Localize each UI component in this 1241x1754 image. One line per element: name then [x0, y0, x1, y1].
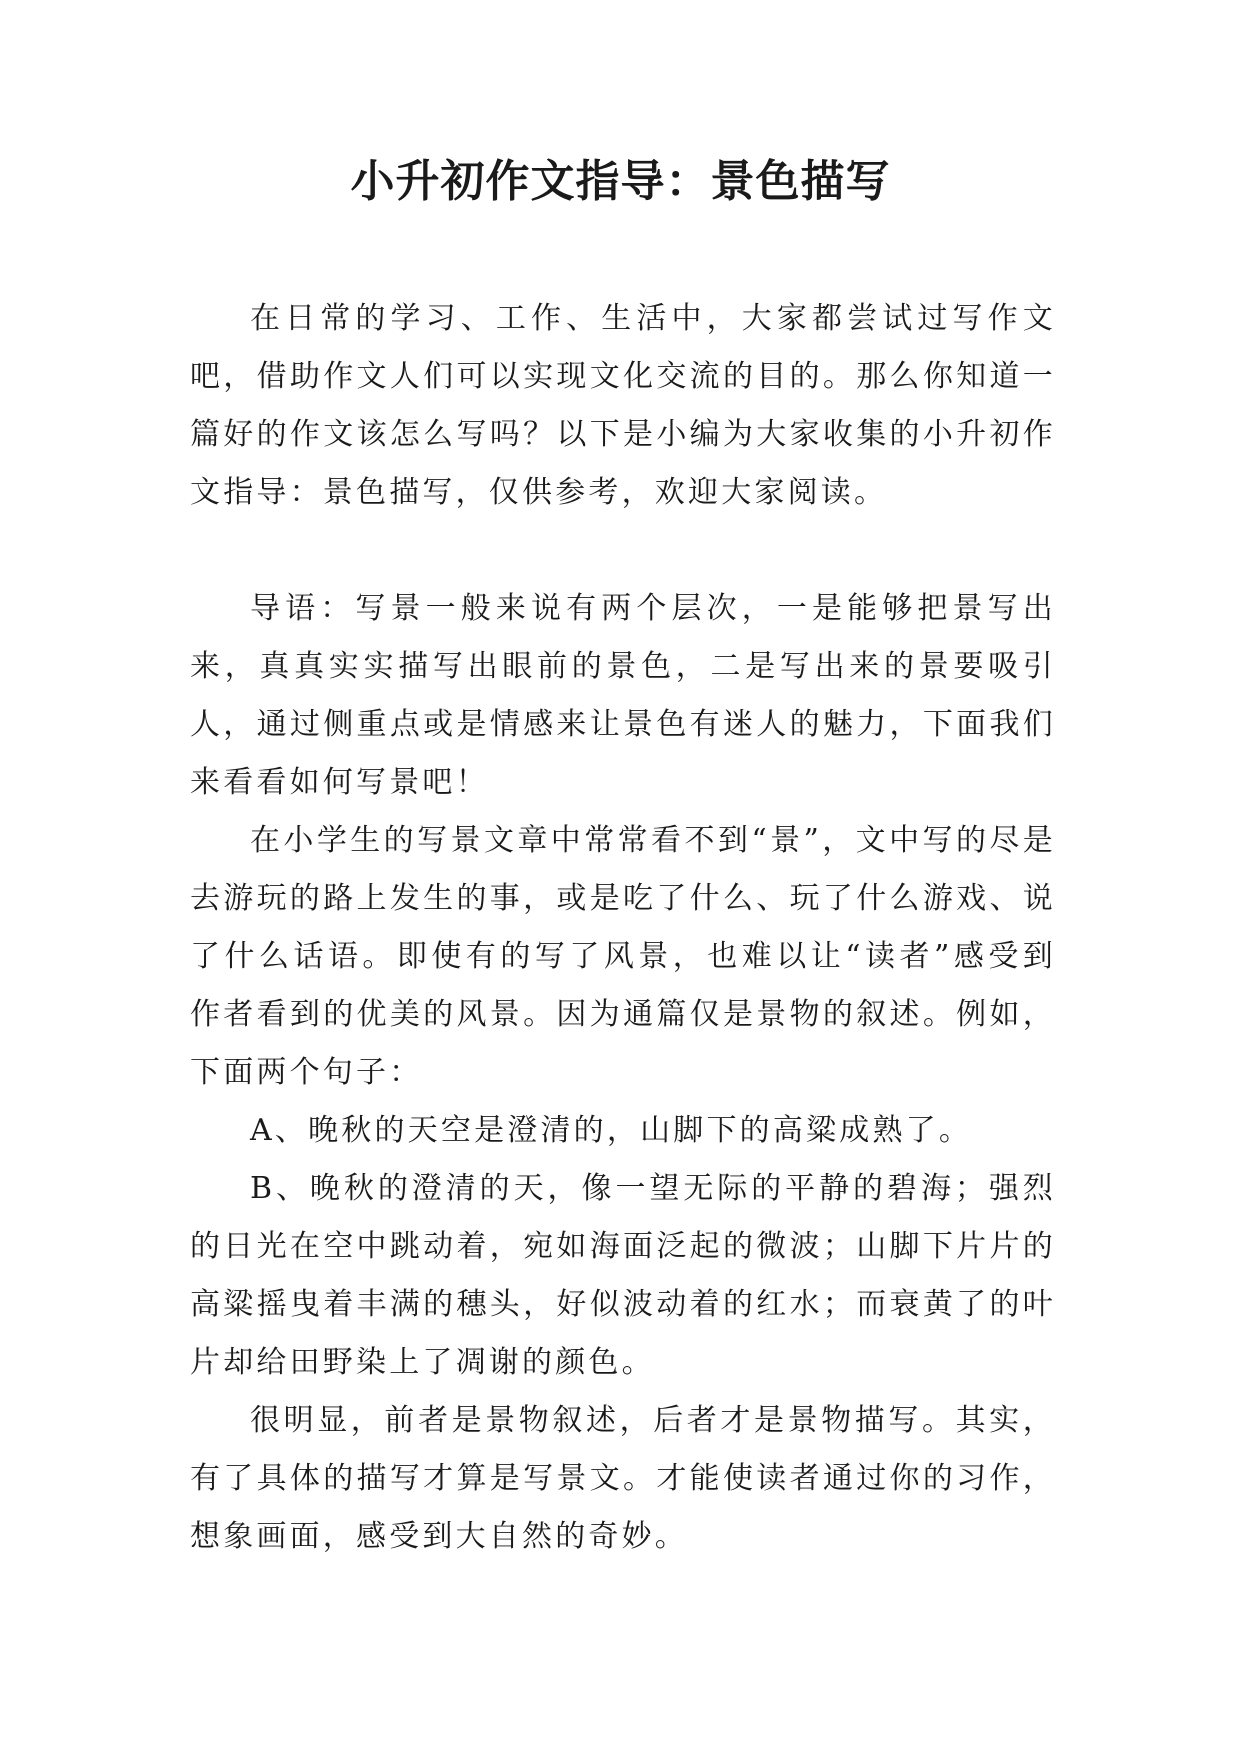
paragraph-problem: 在小学生的写景文章中常常看不到“景”，文中写的尽是去游玩的路上发生的事，或是吃了什么、玩了什么游戏、说了什么话语。即使有的写了风景，也难以让“读者”感受到作者看到的优美的风景。因为通篇仅是景物的叙述。例如，下面两个句子：: [190, 823, 1056, 1090]
paragraph-guide: 导语：写景一般来说有两个层次，一是能够把景写出来，真真实实描写出眼前的景色，二是写出来的景要吸引人，通过侧重点或是情感来让景色有迷人的魅力，下面我们来看看如何写景吧！: [190, 591, 1056, 800]
paragraph-intro: 在日常的学习、工作、生活中，大家都尝试过写作文吧，借助作文人们可以实现文化交流的目的。那么你知道一篇好的作文该怎么写吗？以下是小编为大家收集的小升初作文指导：景色描写，仅供参考，欢迎大家阅读。: [190, 301, 1056, 510]
paragraph-conclusion: 很明显，前者是景物叙述，后者才是景物描写。其实，有了具体的描写才算是写景文。才能使读者通过你的习作，想象画面，感受到大自然的奇妙。: [190, 1403, 1056, 1554]
paragraph-spacer: [190, 522, 1056, 580]
paragraph-example-a: A、晚秋的天空是澄清的，山脚下的高粱成熟了。: [250, 1113, 973, 1148]
paragraph-example-b: B、晚秋的澄清的天，像一望无际的平静的碧海；强烈的日光在空中跳动着，宛如海面泛起的微波；山脚下片片的高粱摇曳着丰满的穗头，好似波动着的红水；而衰黄了的叶片却给田野染上了凋谢的颜色。: [190, 1171, 1056, 1380]
document-body: [190, 290, 1056, 1566]
document-title: 小升初作文指导：景色描写: [350, 156, 891, 207]
